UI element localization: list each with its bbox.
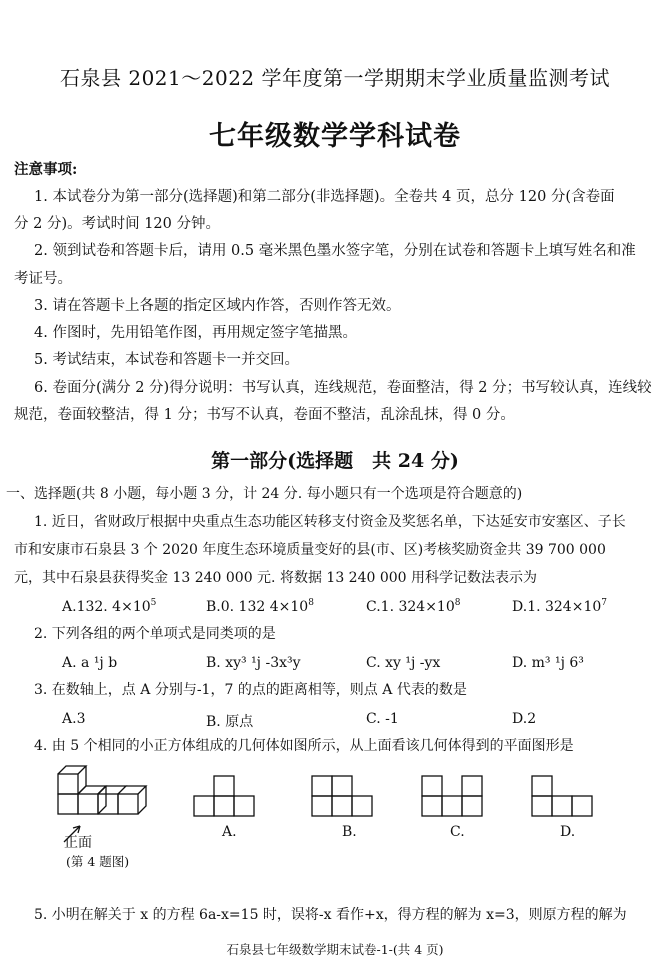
notice-line: 3. 请在答题卡上各题的指定区域内作答，否则作答无效。	[34, 298, 401, 314]
q2-option-a: A. a ¹j b	[62, 655, 118, 671]
notice-line: 5. 考试结束，本试卷和答题卡一并交回。	[34, 352, 299, 368]
q2-option-b: B. xy³ ¹j -3x³y	[206, 655, 301, 671]
notice-line: 分 2 分)。考试时间 120 分钟。	[14, 216, 220, 232]
q4-caption: (第 4 题图)	[66, 854, 130, 869]
q1-option-d: D.1. $324\times 10^7$	[512, 598, 607, 615]
q5-stem: 5. 小明在解关于 x 的方程 6a-x=15 时，误将-x 看作+x，得方程的解为 x=3，则原方程的解为	[34, 907, 627, 923]
q4-option-c-figure	[416, 774, 496, 822]
q2-option-c: C. xy ¹j -yx	[366, 655, 441, 671]
paper-title: 七年级数学学科试卷	[209, 121, 461, 152]
page-footer: 石泉县七年级数学期末试卷-1-(共 4 页)	[226, 942, 444, 957]
q4-solid-figure	[52, 762, 152, 828]
q4-option-d-label: D.	[560, 824, 576, 840]
notice-line: 2. 领到试卷和答题卡后，请用 0.5 毫米黑色墨水签字笔，分别在试卷和答题卡上填写姓名和准	[34, 243, 636, 259]
q3-option-c: C. -1	[366, 711, 399, 727]
notice-line: 考证号。	[14, 271, 72, 287]
part1-title: 第一部分(选择题 共 24 分)	[211, 450, 459, 472]
q1-option-c: C.1. $324\times 10^8$	[366, 598, 461, 615]
q1-line: 1. 近日，省财政厅根据中央重点生态功能区转移支付资金及奖惩名单，下达延安市安塞区、子长	[34, 514, 626, 530]
notice-line: 6. 卷面分(满分 2 分)得分说明：书写认真，连线规范，卷面整洁，得 2 分；书写较认真，连线较	[34, 380, 652, 396]
notice-heading: 注意事项:	[14, 161, 78, 178]
q2-option-d: D. m³ ¹j 6³	[512, 655, 584, 671]
q4-option-b-label: B.	[342, 824, 357, 840]
q4-option-c-label: C.	[450, 824, 465, 840]
q2-stem: 2. 下列各组的两个单项式是同类项的是	[34, 626, 276, 642]
notice-line: 4. 作图时，先用铅笔作图，再用规定签字笔描黑。	[34, 325, 357, 341]
q3-option-d: D.2	[512, 711, 537, 727]
notice-line: 规范，卷面较整洁，得 1 分；书写不认真，卷面不整洁，乱涂乱抹，得 0 分。	[14, 407, 515, 423]
q4-stem: 4. 由 5 个相同的小正方体组成的几何体如图所示，从上面看该几何体得到的平面图形是	[34, 738, 574, 754]
q4-option-a-label: A.	[222, 824, 237, 840]
q4-front-label: 正面	[64, 835, 92, 851]
q4-option-a-figure	[188, 774, 268, 822]
q3-stem: 3. 在数轴上，点 A 分别与-1，7 的点的距离相等，则点 A 代表的数是	[34, 682, 467, 698]
q3-option-a: A.3	[62, 711, 86, 727]
q1-line: 市和安康市石泉县 3 个 2020 年度生态环境质量变好的县(市、区)考核奖励资金共 39 700 000	[14, 542, 606, 558]
q1-option-a: A.132. $4\times 10^5$	[62, 598, 157, 615]
q3-option-b: B. 原点	[206, 714, 254, 730]
q1-option-b: B.0. 132 $4\times 10^8$	[206, 598, 314, 615]
notice-line: 1. 本试卷分为第一部分(选择题)和第二部分(非选择题)。全卷共 4 页，总分 120 分(含卷面	[34, 189, 615, 205]
section-heading: 一、选择题(共 8 小题，每小题 3 分，计 24 分. 每小题只有一个选项是符合题意的)	[6, 486, 523, 502]
exam-title: 石泉县 2021～2022 学年度第一学期期末学业质量监测考试	[59, 66, 610, 90]
q4-option-b-figure	[306, 774, 386, 822]
q4-option-d-figure	[526, 774, 606, 822]
q1-line: 元，其中石泉县获得奖金 13 240 000 元. 将数据 13 240 000 用科学记数法表示为	[14, 570, 538, 586]
